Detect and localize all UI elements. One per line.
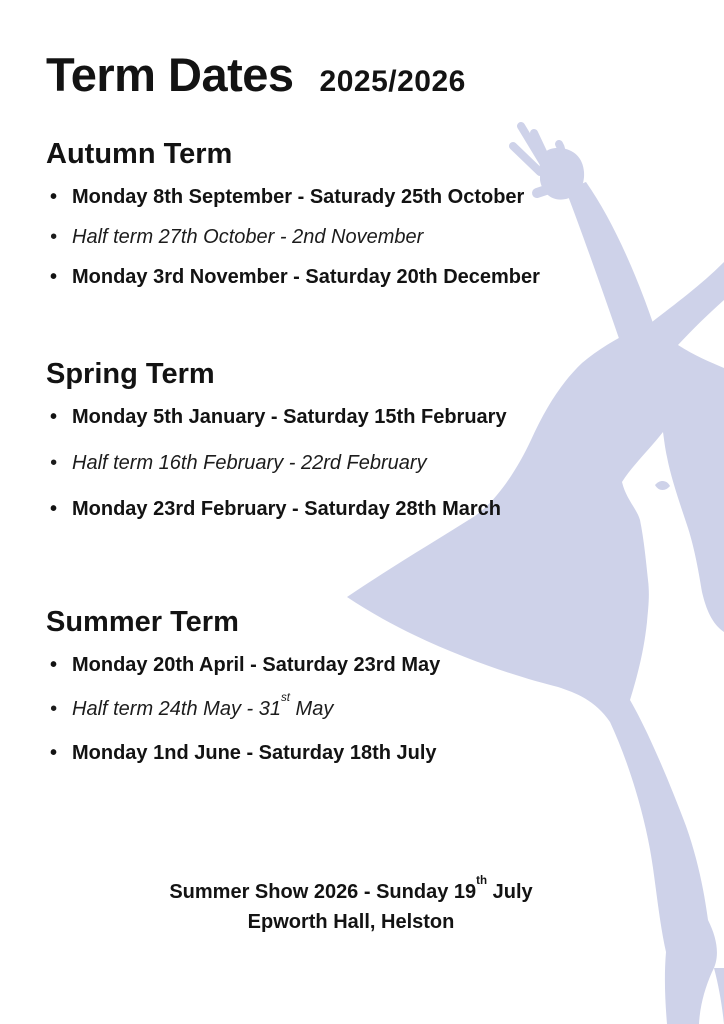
- term-date-text: Monday 5th January - Saturday 15th February: [72, 406, 507, 429]
- half-term-item: [46, 225, 704, 249]
- title-year: 2025/2026: [319, 65, 466, 98]
- term-date-text: Monday 8th September - Saturady 25th October: [72, 186, 525, 209]
- section-heading-spring: Spring Term: [46, 358, 215, 391]
- bullet-icon: •: [50, 266, 58, 289]
- half-term-item: [46, 451, 704, 475]
- section-heading-autumn: Autumn Term: [46, 138, 233, 171]
- bullet-icon: •: [50, 698, 58, 721]
- half-term-text: Half term 27th October - 2nd November: [72, 226, 424, 249]
- term-date-text: Monday 20th April - Saturday 23rd May: [72, 654, 441, 677]
- bullet-icon: •: [50, 742, 58, 765]
- term-date-item: [46, 497, 704, 521]
- term-date-text: Monday 3rd November - Saturday 20th December: [72, 266, 540, 289]
- section-heading-summer: Summer Term: [46, 606, 239, 639]
- footer-venue-line: Epworth Hall, Helston: [247, 911, 455, 934]
- bullet-icon: •: [50, 186, 58, 209]
- term-date-text: Monday 23rd February - Saturday 28th March: [72, 498, 502, 521]
- bullet-icon: •: [50, 654, 58, 677]
- autumn-term-list: [46, 185, 704, 289]
- half-term-text: Half term 16th February - 22rd February: [72, 452, 427, 475]
- bullet-icon: •: [50, 452, 58, 475]
- term-date-item: [46, 265, 704, 289]
- footer-show-line: Summer Show 2026 - Sunday 19th July: [169, 873, 533, 904]
- section-summer-term: [46, 607, 704, 765]
- section-spring-term: [46, 359, 704, 521]
- page-title-row: [46, 0, 704, 99]
- spring-term-list: [46, 405, 704, 521]
- bullet-icon: •: [50, 406, 58, 429]
- half-term-text: Half term 24th May - 31st May: [72, 690, 334, 721]
- term-date-text: Monday 1nd June - Saturday 18th July: [72, 742, 437, 765]
- term-date-item: [46, 653, 704, 677]
- section-autumn-term: [46, 139, 704, 289]
- page-title: Term Dates: [46, 48, 294, 101]
- term-date-item: [46, 741, 704, 765]
- bullet-icon: •: [50, 498, 58, 521]
- term-date-item: [46, 405, 704, 429]
- term-date-item: [46, 185, 704, 209]
- half-term-item: [46, 690, 704, 721]
- footer: [46, 873, 656, 937]
- bullet-icon: •: [50, 226, 58, 249]
- toe-sliver: [714, 968, 724, 1024]
- summer-term-list: [46, 653, 704, 765]
